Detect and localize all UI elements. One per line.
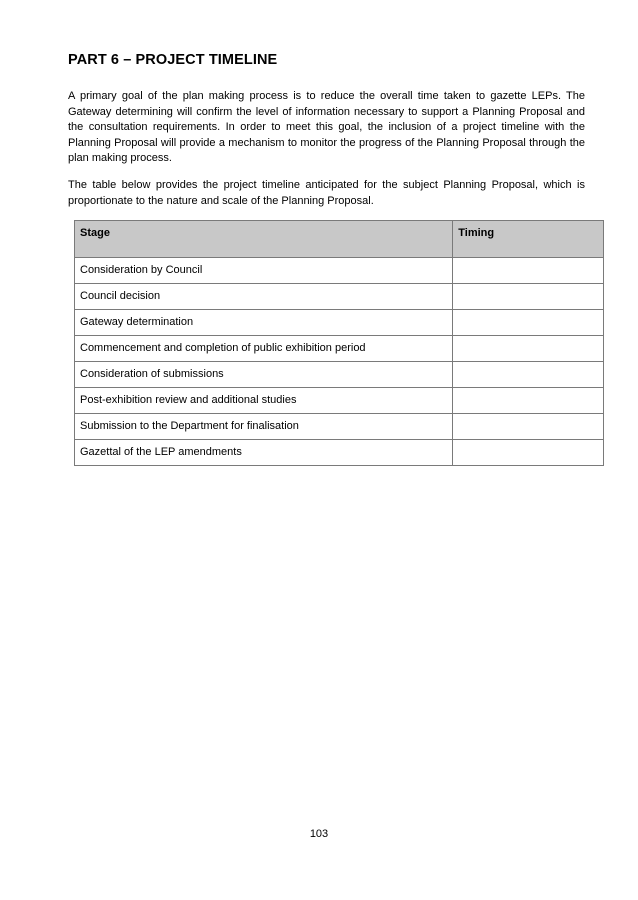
timing-column-header: Timing bbox=[453, 221, 604, 258]
stage-column-header: Stage bbox=[75, 221, 453, 258]
stage-cell: Commencement and completion of public exhibition period bbox=[75, 336, 453, 362]
timing-cell bbox=[453, 388, 604, 414]
table-header-row bbox=[75, 221, 604, 258]
timing-cell bbox=[453, 414, 604, 440]
stage-cell: Gazettal of the LEP amendments bbox=[75, 440, 453, 466]
table-intro-paragraph: The table below provides the project timeline anticipated for the subject Planning Proposal, which is proportionate to the nature and scale of the Planning Proposal. bbox=[68, 179, 585, 207]
page-number: 103 bbox=[309, 828, 329, 840]
timing-cell bbox=[453, 258, 604, 284]
table-row bbox=[75, 310, 604, 336]
stage-cell: Submission to the Department for finalisation bbox=[75, 414, 453, 440]
stage-cell: Consideration by Council bbox=[75, 258, 453, 284]
stage-cell: Council decision bbox=[75, 284, 453, 310]
table-row bbox=[75, 388, 604, 414]
table-row bbox=[75, 284, 604, 310]
table-row bbox=[75, 440, 604, 466]
timing-cell bbox=[453, 440, 604, 466]
timing-cell bbox=[453, 336, 604, 362]
table-row bbox=[75, 362, 604, 388]
timing-cell bbox=[453, 362, 604, 388]
table-row bbox=[75, 258, 604, 284]
timing-cell bbox=[453, 284, 604, 310]
project-timeline-table bbox=[74, 220, 604, 466]
intro-paragraph: A primary goal of the plan making process is to reduce the overall time taken to gazette LEPs. The Gateway determining will confirm the level of information necessary to support a Planning Proposal and the consultation requirements. In order to meet this goal, the inclusion of a project timeline with the Planning Proposal will provide a mechanism to monitor the progress of the Planning Proposal through the plan making process. bbox=[68, 90, 585, 164]
stage-cell: Post-exhibition review and additional studies bbox=[75, 388, 453, 414]
timing-cell bbox=[453, 310, 604, 336]
table-row bbox=[75, 336, 604, 362]
page-title: PART 6 – PROJECT TIMELINE bbox=[68, 52, 278, 68]
table-row bbox=[75, 414, 604, 440]
stage-cell: Consideration of submissions bbox=[75, 362, 453, 388]
stage-cell: Gateway determination bbox=[75, 310, 453, 336]
